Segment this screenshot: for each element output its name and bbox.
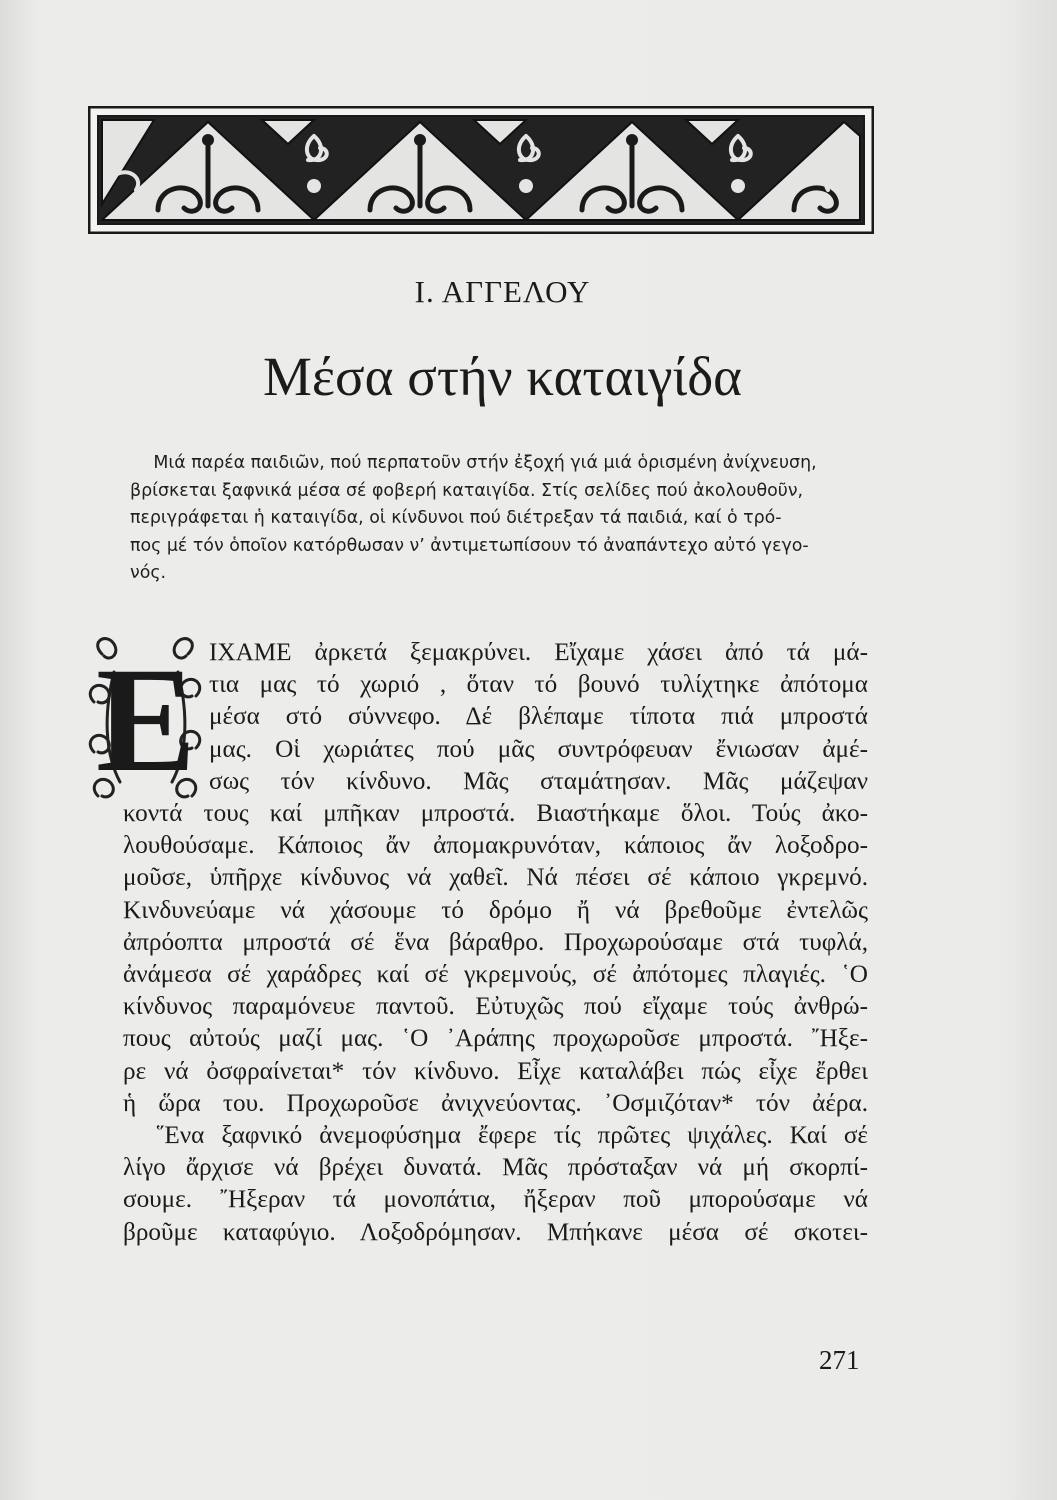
summary-line: περιγράφεται ἡ καταιγίδα, οἱ κίνδυνοι πού διέτρεξαν τά παιδιά, καί ὁ τρό- [130,508,782,529]
body-line: Κινδυνεύαμε νά χάσουμε τό δρόμο ἤ νά βρεθοῦμε ἐντελῶς [123,896,868,924]
body-line: κίνδυνος παραμόνευε παντοῦ. Εὐτυχῶς πού εἴχαμε τούς ἀνθρώ- [123,993,868,1021]
body-line: ΙΧΑΜΕ ἀρκετά ξεμακρύνει. Εἴχαμε χάσει ἀπό τά μά- [209,639,868,666]
body-line: ῞Ενα ξαφνικό ἀνεμοφύσημα ἔφερε τίς πρῶτες ψιχάλες. Καί σέ [156,1122,868,1150]
body-line: ἡ ὥρα του. Προχωροῦσε ἀνιχνεύοντας. ᾿Οσμιζόταν* τόν ἀέρα. [123,1089,868,1117]
body-line: λίγο ἄρχισε νά βρέχει δυνατά. Μᾶς πρόσταξαν νά μή σκορπί- [123,1154,868,1182]
author-name: Ι. ΑΓΓΕΛΟΥ [414,274,591,309]
story-body [123,637,868,1249]
body-line: μοῦσε, ὑπῆρχε κίνδυνος νά χαθεῖ. Νά πέσει σέ κάποιο γκρεμνό. [123,864,868,892]
summary-line: Μιά παρέα παιδιῶν, πού περπατοῦν στήν ἐξοχή γιά μιά ὁρισμένη ἀνίχνευση, [153,453,817,473]
body-line: σουμε. ῎Ηξεραν τά μονοπάτια, ἤξεραν ποῦ μπορούσαμε νά [123,1186,868,1214]
drop-cap-letter: Ε [95,637,197,803]
body-line: ἀπρόοπτα μπροστά σέ ἕνα βάραθρο. Προχωρούσαμε στά τυφλά, [123,928,868,956]
body-line: βροῦμε καταφύγιο. Λοξοδρόμησαν. Μπήκανε μέσα σέ σκοτει- [123,1218,868,1246]
summary-line: νός. [130,563,167,584]
body-line: μας. Οἱ χωριάτες πού μᾶς συντρόφευαν ἔνιωσαν ἀμέ- [209,735,868,763]
body-line: σως τόν κίνδυνο. Μᾶς σταμάτησαν. Μᾶς μάζεψαν [209,767,868,795]
body-line: λουθούσαμε. Κάποιος ἄν ἀπομακρυνόταν, κάποιος ἄν λοξοδρο- [123,832,868,860]
summary-line: πος μέ τόν ὁποῖον κατόρθωσαν ν’ ἀντιμετωπίσουν τό ἀναπάντεχο αὐτό γεγο- [130,535,809,556]
ornamental-header-band [88,106,874,234]
body-line: ἀνάμεσα σέ χαράδρες καί σέ γκρεμνούς, σέ ἀπότομες πλαγιές. ῾Ο [123,961,868,989]
story-title: Μέσα στήν καταιγίδα [263,346,742,407]
body-line: ρε νά ὀσφραίνεται* τόν κίνδυνο. Εἶχε καταλάβει πώς εἶχε ἔρθει [123,1057,868,1085]
story-summary [95,450,875,588]
page-number: 271 [819,1345,860,1375]
summary-line: βρίσκεται ξαφνικά μέσα σέ φοβερή καταιγίδα. Στίς σελίδες πού ἀκολουθοῦν, [130,480,804,501]
body-line: κοντά τους καί μπῆκαν μπροστά. Βιαστήκαμε ὅλοι. Τούς ἀκο- [123,800,868,828]
body-line: πους αὐτούς μαζί μας. ῾Ο ᾿Αράπης προχωροῦσε μπροστά. ῎Ηξε- [123,1025,868,1053]
body-line: μέσα στό σύννεφο. Δέ βλέπαμε τίποτα πιά μπροστά [209,703,868,731]
body-line: τια μας τό χωριό , ὅταν τό βουνό τυλίχτηκε ἀπότομα [209,671,868,699]
